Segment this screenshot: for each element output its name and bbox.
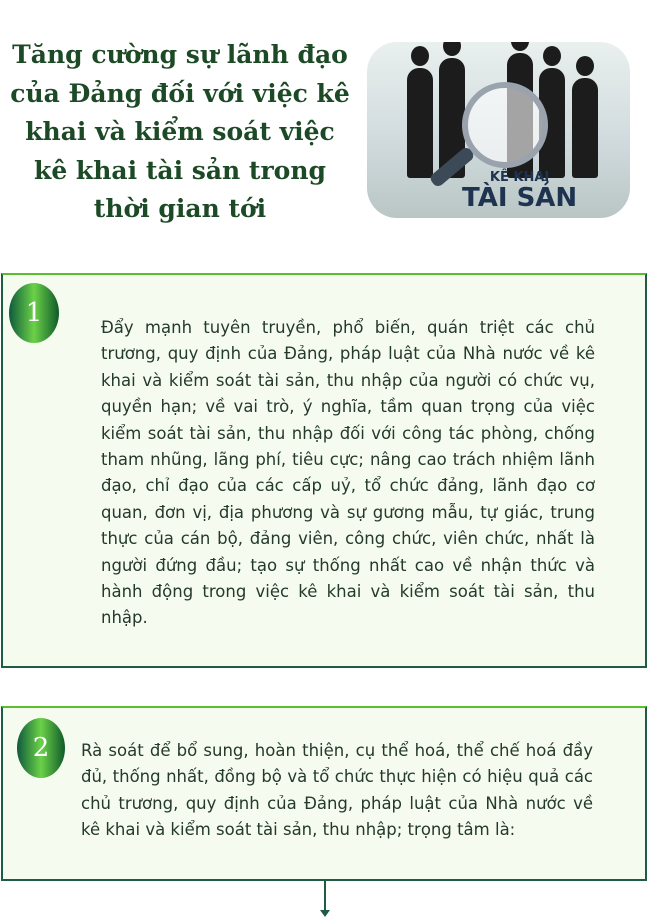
hero-label bbox=[462, 170, 577, 211]
item-card-2 bbox=[1, 706, 647, 881]
arrow-down-icon bbox=[320, 910, 330, 917]
businessman-silhouette bbox=[407, 68, 433, 178]
businessman-silhouette bbox=[572, 78, 598, 178]
connector-line bbox=[324, 881, 326, 911]
hero-illustration bbox=[367, 42, 630, 218]
item-text: Đẩy mạnh tuyên truyền, phổ biến, quán triệt các chủ trương, quy định của Đảng, pháp luật của Nhà nước về kê khai và kiểm soát tài sản, thu nhập của người có chức vụ, quyền hạn; về vai trò, ý nghĩa, tầm quan trọng của việc kiểm soát tài sản, thu nhập đối với công tác phòng, chống tham nhũng, lãng phí, tiêu cực; nâng cao trách nhiệm lãnh đạo, chỉ đạo của các cấp uỷ, tổ chức đảng, lãnh đạo cơ quan, đơn vị, địa phương và sự gương mẫu, tự giác, trung thực của cán bộ, đảng viên, công chức, viên chức, nhất là người đứng đầu; tạo sự thống nhất cao về nhận thức và hành động trong việc kê khai và kiểm soát tài sản, thu nhập. bbox=[101, 318, 595, 628]
page-title: Tăng cường sự lãnh đạo của Đảng đối với việc kê khai và kiểm soát việc kê khai tài sản trong thời gian tới bbox=[10, 40, 350, 223]
hero-label-bottom: TÀI SẢN bbox=[462, 183, 578, 213]
item-number-badge: 1 bbox=[9, 283, 59, 343]
item-card-1 bbox=[1, 273, 647, 668]
item-number-badge: 2 bbox=[17, 718, 65, 778]
magnifier-icon bbox=[462, 82, 548, 168]
hero-label-top: KÊ KHAI bbox=[489, 170, 550, 185]
item-text: Rà soát để bổ sung, hoàn thiện, cụ thể hoá, thể chế hoá đầy đủ, thống nhất, đồng bộ và tổ chức thực hiện có hiệu quả các chủ trương, quy định của Đảng, pháp luật của Nhà nước về kê khai và kiểm soát tài sản, thu nhập; trọng tâm là: bbox=[81, 741, 593, 840]
